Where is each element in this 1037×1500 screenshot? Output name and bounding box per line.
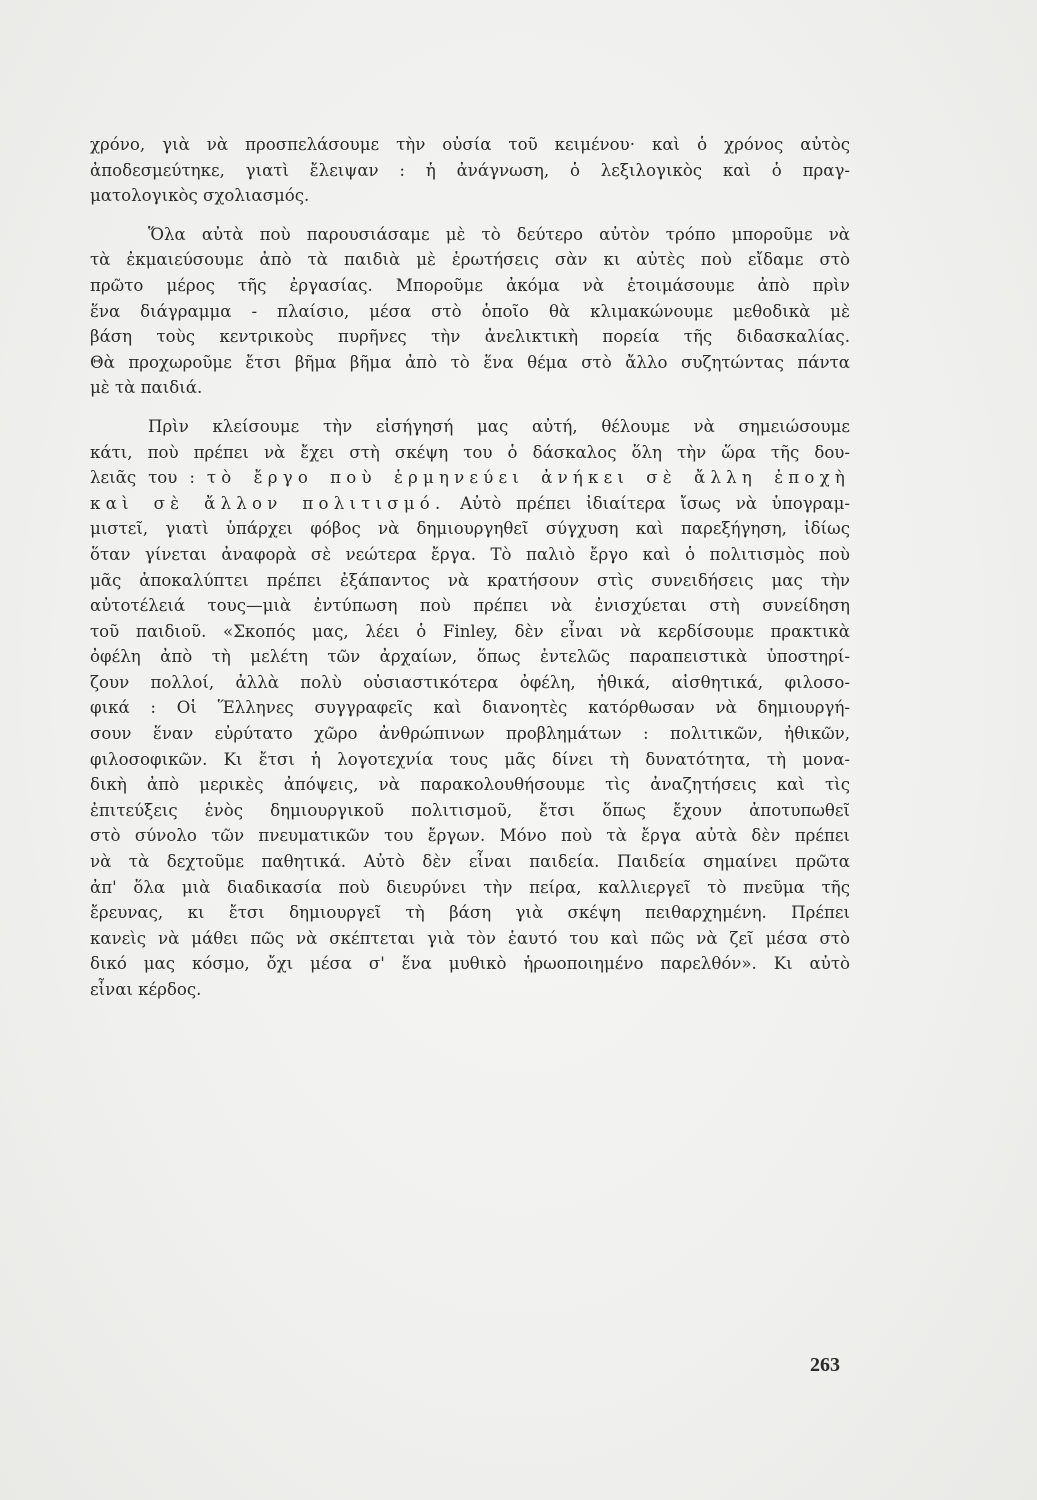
text-line: ἕνα διάγραμμα - πλαίσιο, μέσα στὸ ὁποῖο θὰ κλιμακώνουμε μεθοδικὰ μὲ [90, 301, 850, 321]
spaced-emphasis: τὸ ἔργο ποὺ ἑρμηνεύει ἀνήκει σὲ ἄλλη ἐποχὴ [206, 468, 850, 488]
text-line: Θὰ προχωροῦμε ἔτσι βῆμα βῆμα ἀπὸ τὸ ἕνα θέμα στὸ ἄλλο συζητώντας πάντα [90, 352, 850, 372]
text-line: ὀφέλη ἀπὸ τὴ μελέτη τῶν ἀρχαίων, ὅπως ἐντελῶς παραπειστικὰ ὑποστηρί- [90, 647, 850, 667]
text-line: κανεὶς νὰ μάθει πῶς νὰ σκέπτεται γιὰ τὸν ἑαυτό του καὶ πῶς νὰ ζεῖ μέσα στὸ [90, 928, 850, 948]
text-line: δικὴ ἀπὸ μερικὲς ἀπόψεις, νὰ παρακολουθήσουμε τὶς ἀναζητήσεις καὶ τὶς [90, 775, 850, 795]
text-line: ἀπ' ὅλα μιὰ διαδικασία ποὺ διευρύνει τὴν πείρα, καλλιεργεῖ τὸ πνεῦμα τῆς [90, 877, 850, 897]
text-line: ἀποδεσμεύτηκε, γιατὶ ἔλειψαν : ἡ ἀνάγνωση, ὁ λεξιλογικὸς καὶ ὁ πραγ- [90, 160, 850, 180]
text-line: Ὅλα αὐτὰ ποὺ παρουσιάσαμε μὲ τὸ δεύτερο αὐτὸν τρόπο μποροῦμε νὰ [148, 224, 850, 244]
text-line: σουν ἕναν εὐρύτατο χῶρο ἀνθρώπινων προβλημάτων : πολιτικῶν, ἠθικῶν, [90, 724, 850, 744]
text-line: ἔρευνας, κι ἔτσι δημιουργεῖ τὴ βάση γιὰ σκέψη πειθαρχημένη. Πρέπει [90, 903, 850, 923]
text-line: τὰ ἐκμαιεύσουμε ἀπὸ τὰ παιδιὰ μὲ ἐρωτήσεις σὰν κι αὐτὲς ποὺ εἴδαμε στὸ [90, 250, 850, 270]
text-line: φικά : Οἱ Ἕλληνες συγγραφεῖς καὶ διανοητὲς κατόρθωσαν νὰ δημιουργή- [90, 698, 850, 718]
text-line: ἐπιτεύξεις ἑνὸς δημιουργικοῦ πολιτισμοῦ, ἔτσι ὅπως ἔχουν ἀποτυπωθεῖ [90, 800, 850, 820]
paragraph-3 [90, 414, 850, 1003]
text-line: μιστεῖ, γιατὶ ὑπάρχει φόβος νὰ δημιουργηθεῖ σύγχυση καὶ παρεξήγηση, ἰδίως [90, 519, 850, 539]
text-line: ὅταν γίνεται ἀναφορὰ σὲ νεώτερα ἔργα. Τὸ παλιὸ ἔργο καὶ ὁ πολιτισμὸς ποὺ [90, 544, 850, 564]
text-line: πρῶτο μέρος τῆς ἐργασίας. Μποροῦμε ἀκόμα νὰ ἑτοιμάσουμε ἀπὸ πρὶν [90, 275, 850, 295]
text-fragment: Αὐτὸ πρέπει ἰδιαίτερα ἴσως νὰ ὑπογραμ- [460, 493, 850, 513]
paragraph-2 [90, 222, 850, 401]
text-fragment: λειᾶς του : [90, 468, 195, 488]
text-line: κάτι, ποὺ πρέπει νὰ ἔχει στὴ σκέψη του ὁ δάσκαλος ὅλη τὴν ὥρα τῆς δου- [90, 442, 850, 462]
text-line: φιλοσοφικῶν. Κι ἔτσι ἡ λογοτεχνία τους μᾶς δίνει τὴ δυνατότητα, τὴ μονα- [90, 749, 850, 769]
paragraph-1 [90, 132, 850, 209]
text-line: Πρὶν κλείσουμε τὴν εἰσήγησή μας αὐτή, θέλουμε νὰ σημειώσουμε [148, 416, 850, 436]
text-line: ματολογικὸς σχολιασμός. [90, 186, 310, 206]
page-number: 263 [810, 1354, 840, 1376]
body-text [90, 132, 850, 1016]
text-line: χρόνο, γιὰ νὰ προσπελάσουμε τὴν οὐσία τοῦ κειμένου· καὶ ὁ χρόνος αὐτὸς [90, 135, 850, 154]
text-line: εἶναι κέρδος. [90, 980, 202, 999]
text-line: βάση τοὺς κεντρικοὺς πυρῆνες τὴν ἀνελικτικὴ πορεία τῆς διδασκαλίας. [90, 327, 850, 347]
text-line: τοῦ παιδιοῦ. «Σκοπός μας, λέει ὁ Finley, δὲν εἶναι νὰ κερδίσουμε πρακτικὰ [90, 621, 850, 641]
text-line: νὰ τὰ δεχτοῦμε παθητικά. Αὐτὸ δὲν εἶναι παιδεία. Παιδεία σημαίνει πρῶτα [90, 852, 850, 872]
text-line: δικό μας κόσμο, ὄχι μέσα σ' ἕνα μυθικὸ ἡρωοποιημένο παρελθόν». Κι αὐτὸ [90, 954, 850, 974]
text-line: στὸ σύνολο τῶν πνευματικῶν του ἔργων. Μόνο ποὺ τὰ ἔργα αὐτὰ δὲν πρέπει [90, 826, 850, 846]
text-line-spaced [90, 465, 850, 491]
text-line: μᾶς ἀποκαλύπτει πρέπει ἐξάπαντος νὰ κρατήσουν στὶς συνειδήσεις μας τὴν [90, 570, 850, 590]
text-line: αὐτοτέλειά τους—μιὰ ἐντύπωση ποὺ πρέπει νὰ ἐνισχύεται στὴ συνείδηση [90, 596, 850, 616]
spaced-emphasis: καὶ σὲ ἄλλον πολιτισμό. [90, 493, 446, 513]
text-line: ζουν πολλοί, ἀλλὰ πολὺ οὐσιαστικότερα ὀφέλη, ἠθικά, αἰσθητικά, φιλοσο- [90, 672, 850, 692]
text-line: μὲ τὰ παιδιά. [90, 378, 203, 398]
text-line-spaced [90, 491, 850, 517]
